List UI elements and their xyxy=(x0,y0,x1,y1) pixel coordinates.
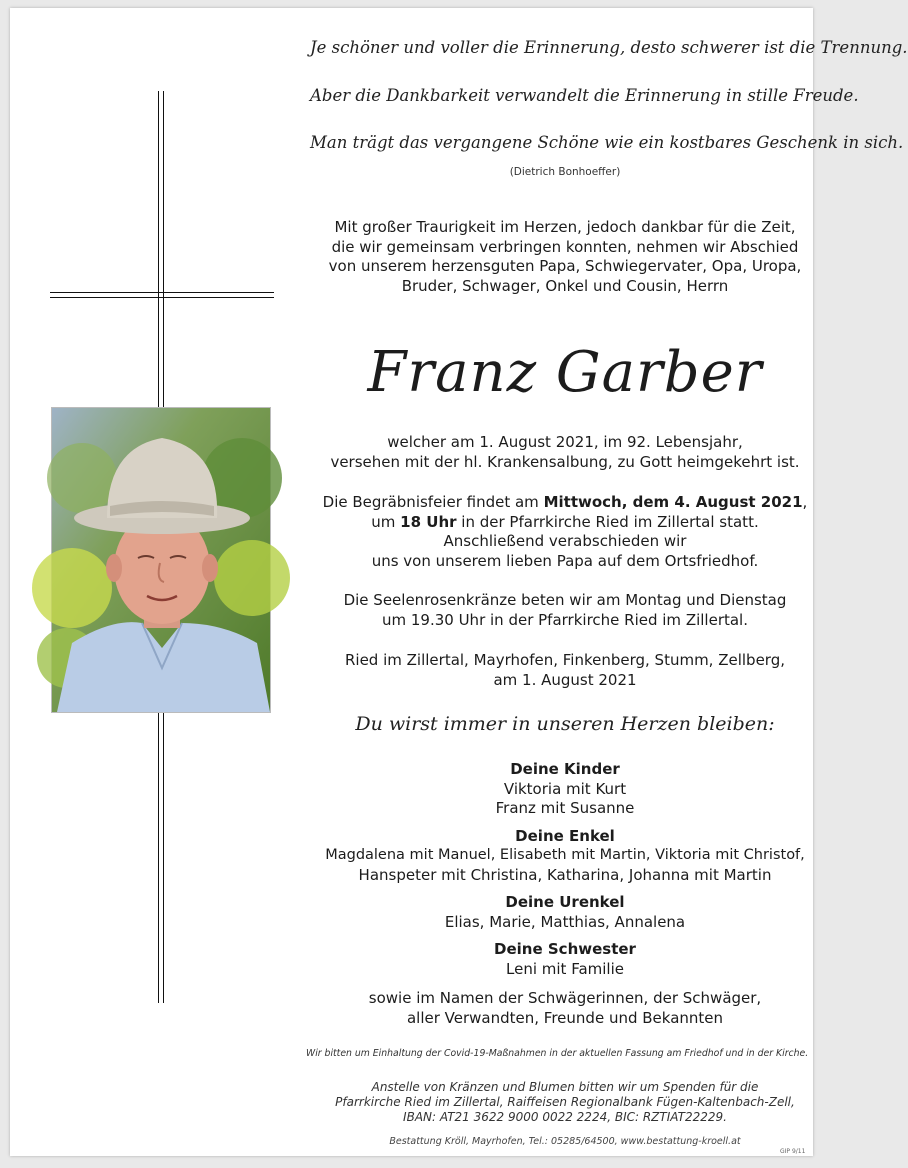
intro-line-1: Mit großer Traurigkeit im Herzen, jedoch dankbar für die Zeit, xyxy=(334,218,796,236)
funeral-line-4: uns von unserem lieben Papa auf dem Ortsfriedhof. xyxy=(371,551,759,570)
undertaker-info: Bestattung Kröll, Mayrhofen, Tel.: 05285/64500, www.bestattung-kroell.at xyxy=(389,1136,741,1147)
grandchildren-line-1: Magdalena mit Manuel, Elisabeth mit Martin, Viktoria mit Christof, xyxy=(325,847,805,863)
greatgrand-heading: Deine Urenkel xyxy=(505,893,625,911)
quote-author: (Dietrich Bonhoeffer) xyxy=(509,166,621,178)
funeral-line-1-pre: Die Begräbnisfeier findet am xyxy=(322,493,544,511)
death-notice xyxy=(320,433,810,472)
others-line-1: sowie im Namen der Schwägerinnen, der Schwäger, xyxy=(368,989,762,1007)
others-line-2: aller Verwandten, Freunde und Bekannten xyxy=(406,1008,724,1027)
greatgrand-line-1: Elias, Marie, Matthias, Annalena xyxy=(444,912,686,931)
sister-heading: Deine Schwester xyxy=(494,940,636,958)
deceased-name: Franz Garber xyxy=(367,340,763,405)
funeral-time: 18 Uhr xyxy=(400,512,457,531)
funeral-line-2 xyxy=(320,513,810,533)
funeral-line-1-post: , xyxy=(802,493,808,511)
children-heading: Deine Kinder xyxy=(510,760,620,778)
funeral-date: Mittwoch, dem 4. August 2021 xyxy=(543,493,803,511)
cross-horizontal-line-2 xyxy=(50,297,274,298)
grandchildren-heading: Deine Enkel xyxy=(515,826,615,845)
donation-line-2: Pfarrkirche Ried im Zillertal, Raiffeisen Regionalbank Fügen-Kaltenbach-Zell, xyxy=(335,1095,795,1109)
grandchildren-line-2: Hanspeter mit Christina, Katharina, Johanna mit Martin xyxy=(358,865,772,884)
covid-note: Wir bitten um Einhaltung der Covid-19-Maßnahmen in der aktuellen Fassung am Friedhof und in der Kirche. xyxy=(306,1048,809,1059)
rosary-info xyxy=(320,591,810,630)
cross-horizontal-line-1 xyxy=(50,292,274,293)
children-line-2: Franz mit Susanne xyxy=(495,799,635,817)
funeral-line-1 xyxy=(320,493,810,513)
donation-line-1: Anstelle von Kränzen und Blumen bitten wir um Spenden für die xyxy=(371,1080,759,1094)
family-list xyxy=(320,760,810,1028)
closing-script: Du wirst immer in unseren Herzen bleiben: xyxy=(355,713,775,735)
funeral-line-2-pre: um xyxy=(371,512,401,531)
donation-line-3: IBAN: AT21 3622 9000 0022 2224, BIC: RZTIAT22229. xyxy=(403,1110,727,1124)
sister-line-1: Leni mit Familie xyxy=(506,959,624,978)
portrait-image xyxy=(52,408,270,712)
death-line-1: welcher am 1. August 2021, im 92. Lebensjahr, xyxy=(387,433,743,451)
portrait-photo xyxy=(51,407,271,713)
place-line-1: Ried im Zillertal, Mayrhofen, Finkenberg, Stumm, Zellberg, xyxy=(344,651,786,669)
children-line-1: Viktoria mit Kurt xyxy=(503,779,627,798)
rosary-line-2: um 19.30 Uhr in der Pfarrkirche Ried im Zillertal. xyxy=(381,610,748,629)
quote-line-1: Je schöner und voller die Erinnerung, desto schwerer ist die Trennung. xyxy=(310,38,908,57)
intro-line-3: von unserem herzensguten Papa, Schwiegervater, Opa, Uropa, xyxy=(328,257,802,275)
intro-text xyxy=(320,218,810,296)
funeral-line-3: Anschließend verabschieden wir xyxy=(443,532,687,550)
donation-info xyxy=(320,1080,810,1125)
place-date xyxy=(320,651,810,690)
rosary-line-1: Die Seelenrosenkränze beten wir am Montag und Dienstag xyxy=(343,591,787,609)
place-line-2: am 1. August 2021 xyxy=(493,670,637,689)
intro-line-2: die wir gemeinsam verbringen konnten, nehmen wir Abschied xyxy=(331,237,799,256)
funeral-info xyxy=(320,493,810,571)
death-line-2: versehen mit der hl. Krankensalbung, zu Gott heimgekehrt ist. xyxy=(330,452,800,471)
funeral-line-2-post: in der Pfarrkirche Ried im Zillertal statt. xyxy=(456,512,759,531)
quote-line-2: Aber die Dankbarkeit verwandelt die Erinnerung in stille Freude. xyxy=(310,86,859,105)
intro-line-4: Bruder, Schwager, Onkel und Cousin, Herrn xyxy=(401,276,729,295)
print-code: GIP 9/11 xyxy=(780,1148,806,1155)
quote-line-3: Man trägt das vergangene Schöne wie ein kostbares Geschenk in sich. xyxy=(310,133,904,152)
